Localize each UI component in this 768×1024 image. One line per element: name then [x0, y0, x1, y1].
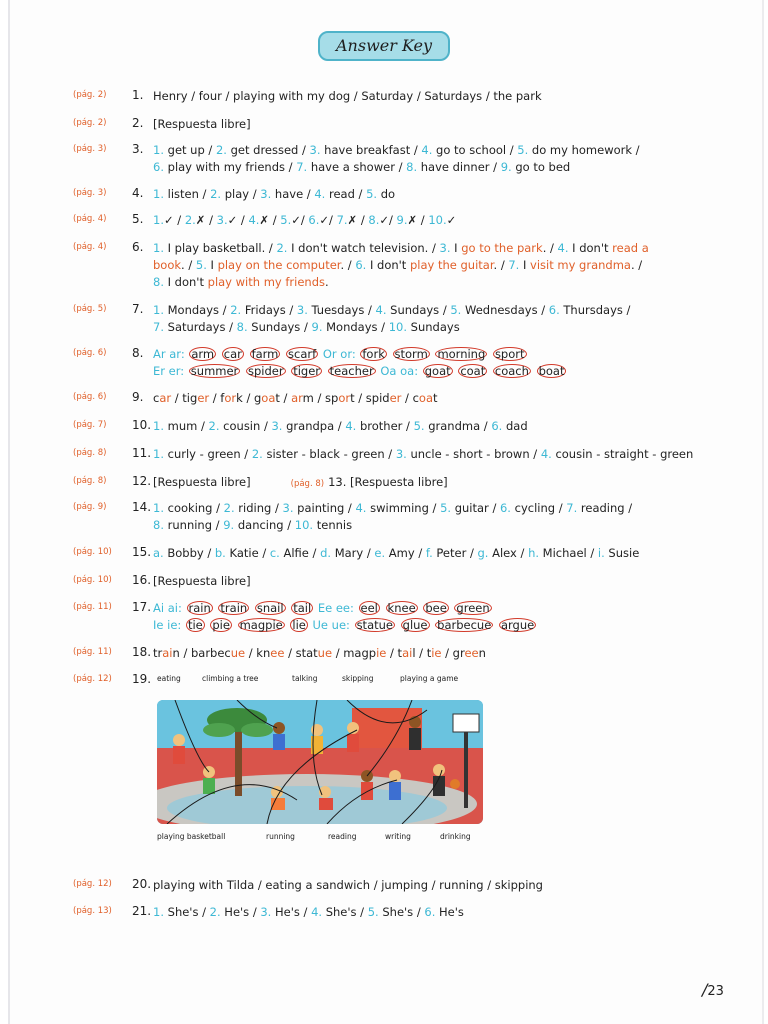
answer-text: 1. mum / 2. cousin / 3. grandpa / 4. brother / 5. grandma / 6. dad [153, 419, 528, 433]
page-ref: (pág. 2) [73, 90, 107, 100]
label-skipping: skipping [342, 674, 374, 683]
item-number: 7. [132, 302, 144, 316]
answer-text: 1.✓ / 2.✗ / 3.✓ / 4.✗ / 5.✓/ 6.✓/ 7.✗ / 8.✓/ 9.✗ / 10.✓ [153, 213, 457, 227]
page-ref: (pág. 4) [73, 242, 107, 252]
label-writing: writing [385, 832, 411, 841]
page-ref: (pág. 12) [73, 674, 112, 684]
item-number: 21. [132, 904, 152, 918]
item-number: 20. [132, 877, 152, 891]
page-ref: (pág. 5) [73, 304, 107, 314]
page-ref: (pág. 12) [73, 879, 112, 889]
label-climbing: climbing a tree [202, 674, 259, 683]
page-ref: (pág. 3) [73, 144, 107, 154]
item-number: 15. [132, 545, 152, 559]
item-number: 9. [132, 390, 144, 404]
label-talking: talking [292, 674, 318, 683]
item-number: 4. [132, 186, 144, 200]
page-ref: (pág. 9) [73, 502, 107, 512]
page-ref: (pág. 10) [73, 547, 112, 557]
page-ref: (pág. 8) [73, 476, 107, 486]
item-number: 1. [132, 88, 144, 102]
page-ref: (pág. 11) [73, 602, 112, 612]
answer-line: [Respuesta libre] [153, 117, 251, 131]
item-number: 5. [132, 212, 144, 226]
answer-text: 1. She's / 2. He's / 3. He's / 4. She's / 5. She's / 6. He's [153, 905, 464, 919]
page-ref: (pág. 4) [73, 214, 107, 224]
answer-text: 1. listen / 2. play / 3. have / 4. read / 5. do [153, 187, 396, 201]
page-number [702, 980, 724, 999]
label-running: running [266, 832, 295, 841]
item-number: 8. [132, 346, 144, 360]
answer-text: 1. curly - green / 2. sister - black - green / 3. uncle - short - brown / 4. cousin - straight - green [153, 447, 694, 461]
answer-text: Ai ai: rain train snail tail Ee ee: eel knee bee green Ie ie: tie pie magpie lie Ue ue: statue glue barbecue argue [153, 601, 535, 632]
item-number: 10. [132, 418, 152, 432]
page-number-value: 23 [707, 984, 724, 999]
page-ref: (pág. 13) [73, 906, 112, 916]
page-ref: (pág. 2) [73, 118, 107, 128]
answer-text: Ar ar: arm car farm scarf Or or: fork storm morning sport Er er: summer spider tiger teacher Oa oa: goat coat coach boat [153, 347, 565, 378]
label-basketball: playing basketball [157, 832, 226, 841]
page-ref: (pág. 10) [73, 575, 112, 585]
page-ref-13: (pág. 8) [290, 479, 325, 489]
page-ref: (pág. 7) [73, 420, 107, 430]
label-reading: reading [328, 832, 357, 841]
page-ref: (pág. 8) [73, 448, 107, 458]
page-number-slash: / [702, 980, 708, 999]
playground-picture [157, 700, 483, 824]
item-number-13: 13. [328, 475, 347, 489]
item-number: 3. [132, 142, 144, 156]
answer-text [153, 88, 693, 105]
answer-text: 1. cooking / 2. riding / 3. painting / 4. swimming / 5. guitar / 6. cycling / 7. reading / 8. running / 9. dancing / 10. tennis [153, 501, 633, 532]
item-number: 14. [132, 500, 152, 514]
answer-line: Henry / four / playing with my dog / Saturday / Saturdays / the park [153, 89, 542, 103]
item-number: 6. [132, 240, 144, 254]
answer-text: 1. I play basketball. / 2. I don't watch television. / 3. I go to the park. / 4. I don't read a book. / 5. I play on the computer. / 6. I don't play the guitar. / 7. I visit my grandma. / 8. I don't play with my friends. [153, 241, 649, 289]
page-ref: (pág. 6) [73, 348, 107, 358]
answer-text [153, 573, 693, 590]
answer-line: playing with Tilda / eating a sandwich / jumping / running / skipping [153, 878, 543, 892]
playground-illustration [157, 700, 483, 824]
item-number: 18. [132, 645, 152, 659]
label-eating: eating [157, 674, 181, 683]
item-number: 17. [132, 600, 152, 614]
answer-text: 1. Mondays / 2. Fridays / 3. Tuesdays / 4. Sundays / 5. Wednesdays / 6. Thursdays / 7. Saturdays / 8. Sundays / 9. Mondays / 10. Sundays [153, 303, 631, 334]
label-drinking: drinking [440, 832, 471, 841]
page-ref: (pág. 6) [73, 392, 107, 402]
item-number: 11. [132, 446, 152, 460]
answer-text [153, 474, 693, 493]
item-number: 16. [132, 573, 152, 587]
answer-text: 1. get up / 2. get dressed / 3. have breakfast / 4. go to school / 5. do my homework / 6. play with my friends / 7. have a shower / 8. have dinner / 9. go to bed [153, 143, 640, 174]
title-banner [0, 31, 768, 61]
answer-line: [Respuesta libre] [153, 574, 251, 588]
item-number: 19. [132, 672, 152, 686]
answer-text: car / tiger / fork / goat / arm / sport / spider / coat [153, 391, 438, 405]
page-ref: (pág. 3) [73, 188, 107, 198]
answer-text: a. Bobby / b. Katie / c. Alfie / d. Mary / e. Amy / f. Peter / g. Alex / h. Michael / i. Susie [153, 546, 640, 560]
answer-line-13: [Respuesta libre] [350, 475, 448, 489]
answer-text [153, 877, 693, 894]
answer-line: [Respuesta libre] [153, 475, 251, 489]
page-title: Answer Key [318, 31, 450, 61]
answer-text: train / barbecue / knee / statue / magpie / tail / tie / green [153, 646, 486, 660]
page-ref: (pág. 11) [73, 647, 112, 657]
item-number: 12. [132, 474, 152, 488]
answer-text [153, 116, 693, 133]
label-playing-game: playing a game [400, 674, 459, 683]
item-number: 2. [132, 116, 144, 130]
